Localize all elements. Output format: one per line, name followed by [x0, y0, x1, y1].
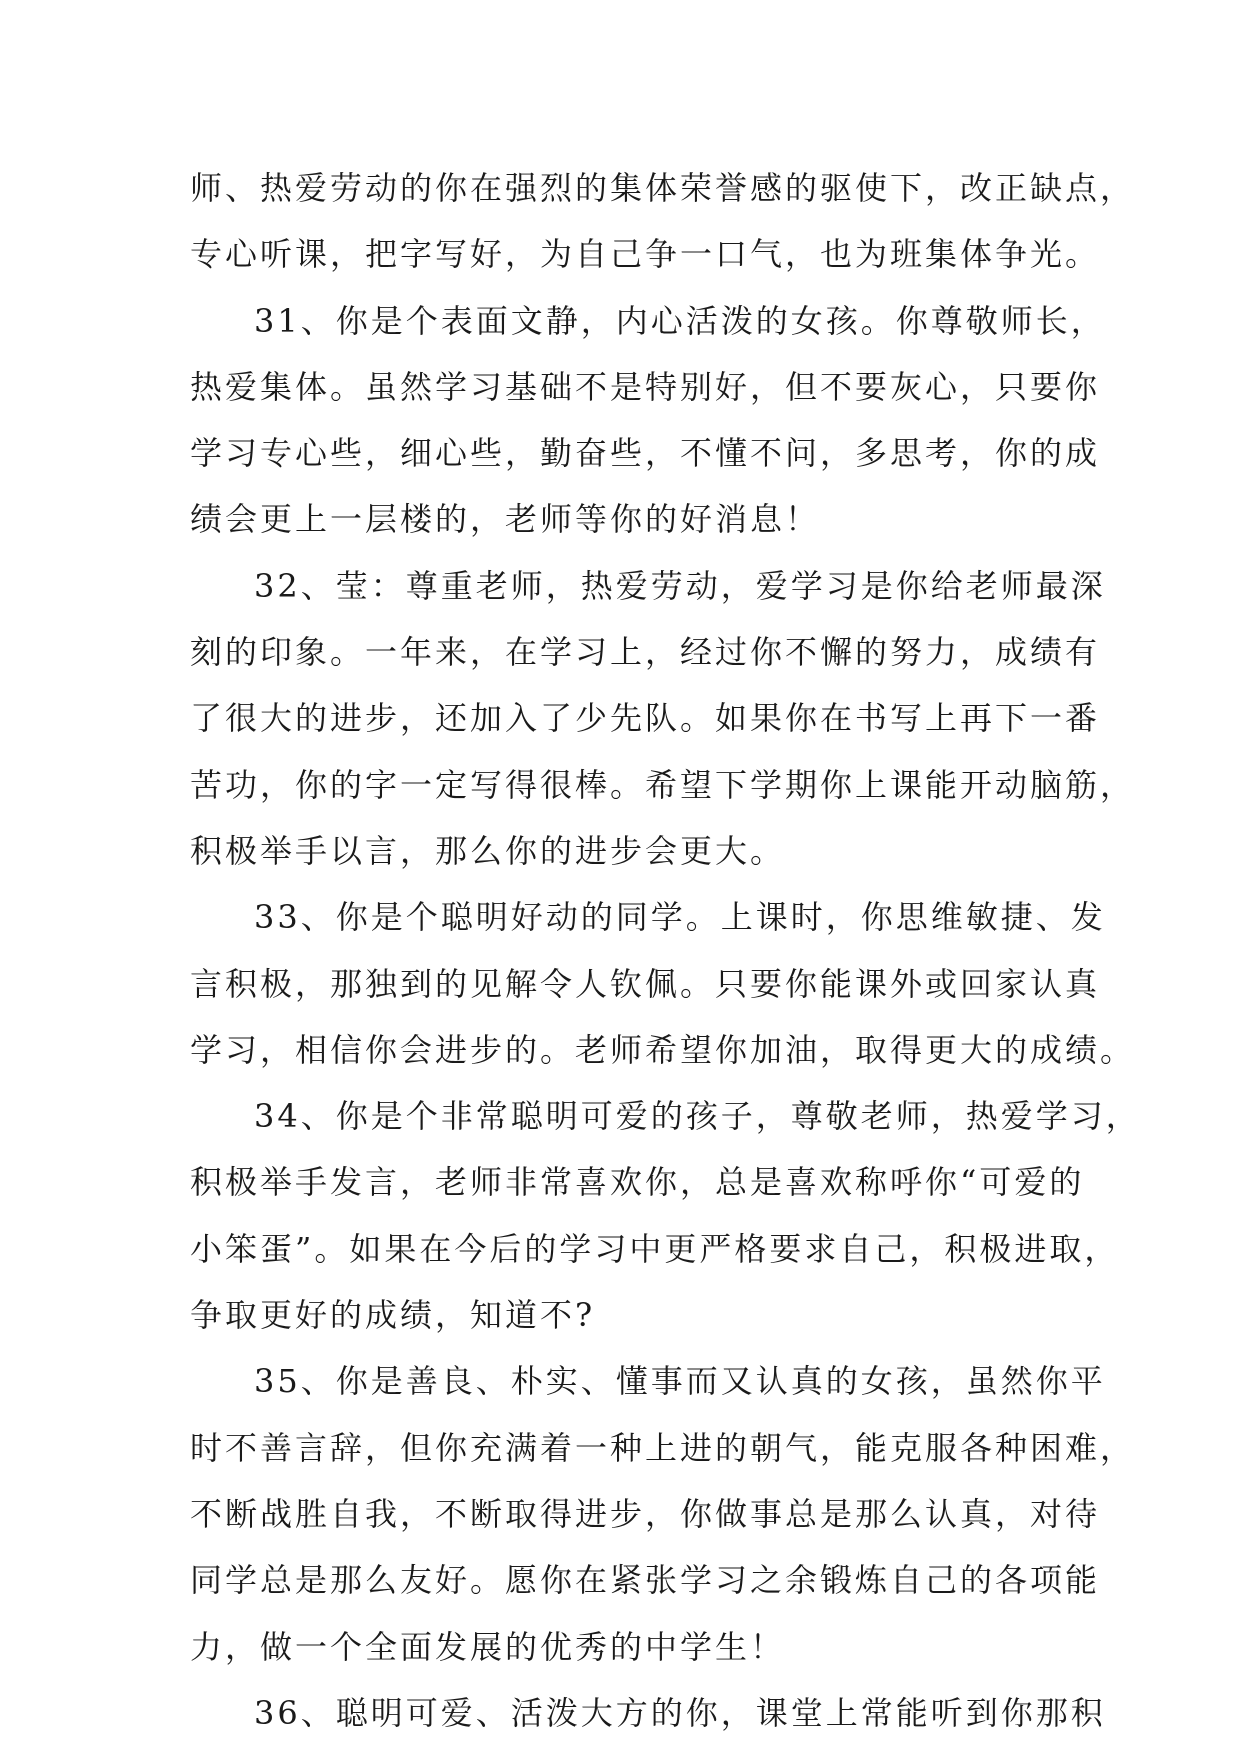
text-line-2: 专心听课，把字写好，为自己争一口气，也为班集体争光。 [190, 235, 1101, 274]
text-line-6: 绩会更上一层楼的，老师等你的好消息！ [190, 500, 821, 539]
text-line-16: 积极举手发言，老师非常喜欢你，总是喜欢称呼你“可爱的 [190, 1163, 1085, 1202]
text-line-8: 刻的印象。一年来，在学习上，经过你不懈的努力，成绩有 [190, 633, 1101, 672]
text-line-17: 小笨蛋”。如果在今后的学习中更严格要求自己，积极进取， [190, 1229, 1120, 1268]
text-line-12: 33、你是个聪明好动的同学。上课时，你思维敏捷、发 [254, 898, 1106, 937]
document-body [190, 155, 1141, 1746]
text-line-24: 36、聪明可爱、活泼大方的你，课堂上常能听到你那积 [254, 1693, 1106, 1732]
text-line-20: 时不善言辞，但你充满着一种上进的朝气，能克服各种困难， [190, 1428, 1136, 1467]
text-line-13: 言积极，那独到的见解令人钦佩。只要你能课外或回家认真 [190, 964, 1101, 1003]
text-line-10: 苦功，你的字一定写得很棒。希望下学期你上课能开动脑筋， [190, 765, 1136, 804]
text-line-1: 师、热爱劳动的你在强烈的集体荣誉感的驱使下，改正缺点， [190, 169, 1136, 207]
text-line-3: 31、你是个表面文静，内心活泼的女孩。你尊敬师长， [254, 301, 1106, 340]
text-line-11: 积极举手以言，那么你的进步会更大。 [190, 831, 786, 870]
text-line-19: 35、你是善良、朴实、懂事而又认真的女孩，虽然你平 [254, 1362, 1106, 1401]
text-line-15: 34、你是个非常聪明可爱的孩子，尊敬老师，热爱学习， [254, 1097, 1141, 1136]
text-line-5: 学习专心些，细心些，勤奋些，不懂不问，多思考，你的成 [190, 434, 1101, 473]
text-line-18: 争取更好的成绩，知道不? [190, 1296, 596, 1335]
text-line-4: 热爱集体。虽然学习基础不是特别好，但不要灰心，只要你 [190, 367, 1101, 406]
text-line-23: 力，做一个全面发展的优秀的中学生！ [190, 1627, 786, 1666]
text-line-7: 32、莹：尊重老师，热爱劳动，爱学习是你给老师最深 [254, 566, 1106, 605]
text-line-9: 了很大的进步，还加入了少先队。如果你在书写上再下一番 [190, 699, 1101, 738]
text-line-21: 不断战胜自我，不断取得进步，你做事总是那么认真，对待 [190, 1494, 1101, 1533]
text-line-14: 学习，相信你会进步的。老师希望你加油，取得更大的成绩。 [190, 1030, 1136, 1069]
text-line-22: 同学总是那么友好。愿你在紧张学习之余锻炼自己的各项能 [190, 1561, 1101, 1600]
